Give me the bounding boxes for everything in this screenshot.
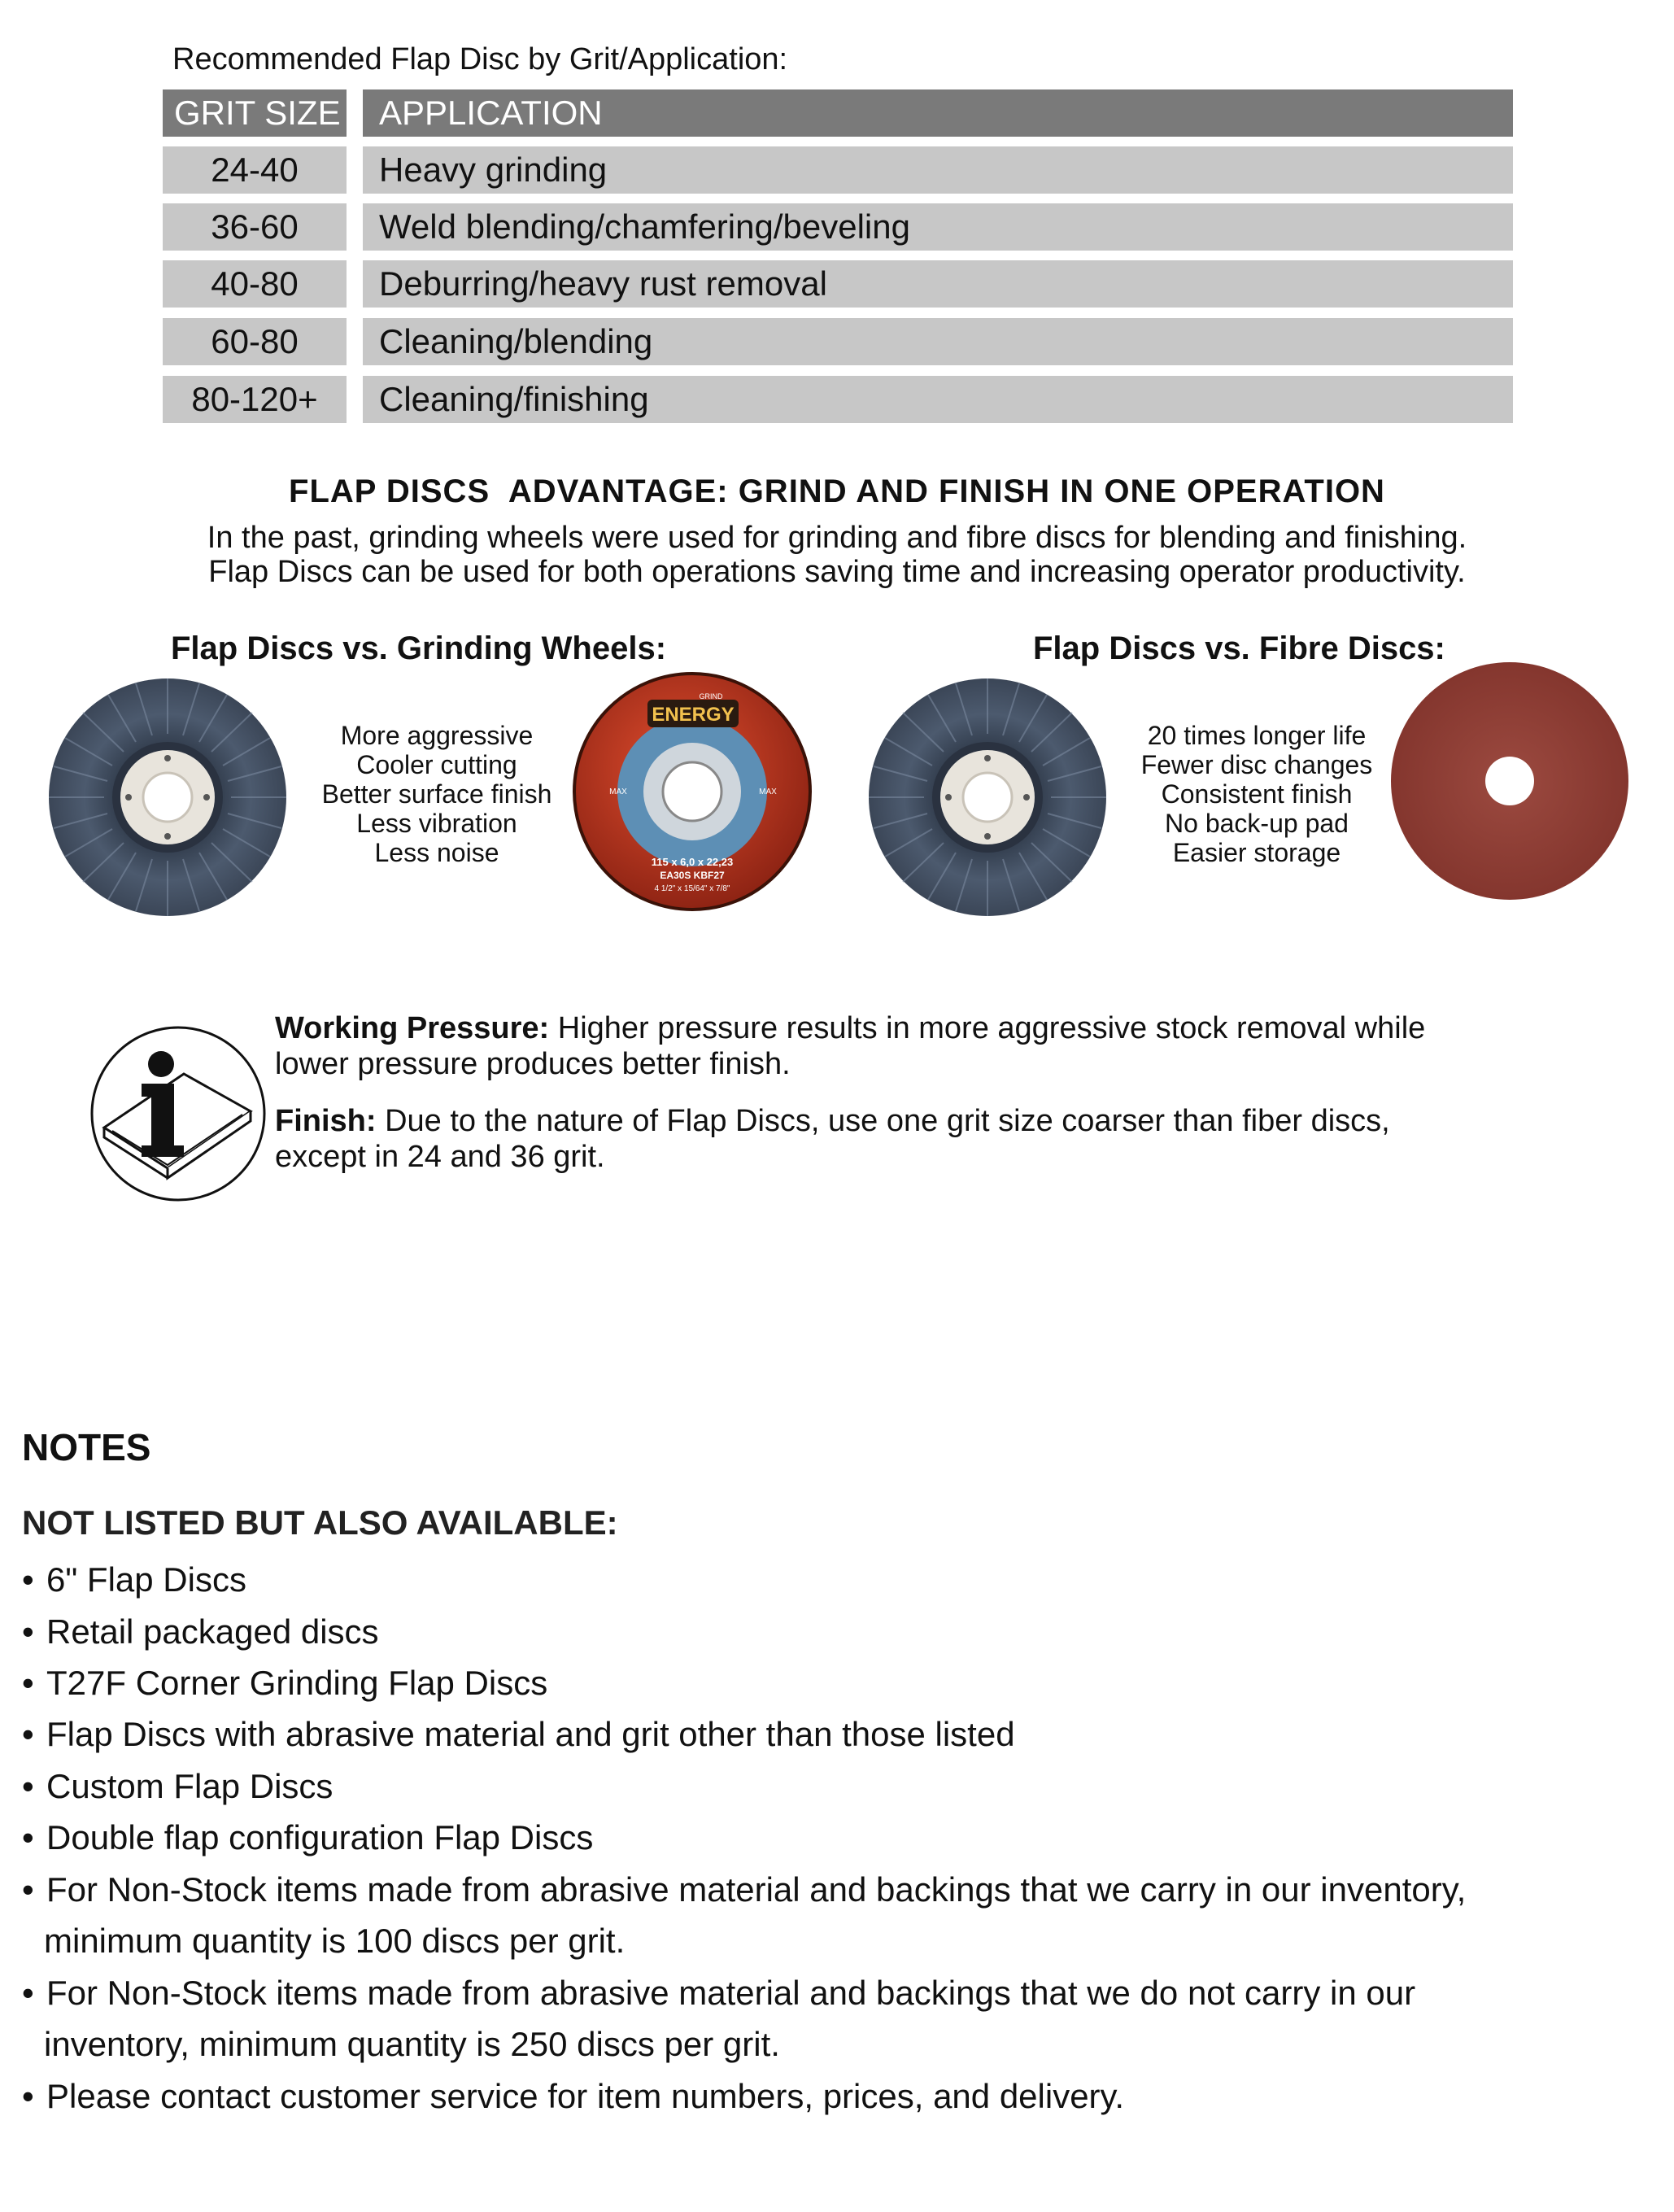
finish-label: Finish: [275,1104,377,1138]
grinding-features [315,721,559,867]
list-item [22,1554,1641,1606]
list-item-text: T27F Corner Grinding Flap Discs [46,1664,548,1702]
feature-item: Cooler cutting [356,750,517,779]
feature-item: 20 times longer life [1147,721,1367,750]
application-cell: Cleaning/blending [363,318,1513,365]
bullet: • [22,1974,34,2012]
list-item-text: Retail packaged discs [46,1612,379,1651]
wheel-max-left: MAX [609,788,627,796]
list-item-text: For Non-Stock items made from abrasive material and backings that we do not carry in our [46,1974,1416,2012]
feature-item: Fewer disc changes [1140,750,1373,779]
fibre-disc-image [1389,661,1630,901]
application-cell: Cleaning/finishing [363,376,1513,423]
advantage-line: In the past, grinding wheels were used for grinding and fibre discs for blending and finishing. [207,521,1467,555]
bullet: • [22,1818,34,1856]
application-cell: Deburring/heavy rust removal [363,260,1513,308]
list-item [22,1760,1641,1813]
wheel-brand: ENERGY [652,704,735,726]
working-pressure-label: Working Pressure: [275,1011,550,1045]
list-item-text: Custom Flap Discs [46,1767,333,1805]
list-item [22,1864,1641,1916]
list-item [22,2070,1641,2123]
info-book-icon [88,1023,268,1204]
wheel-spec: 115 x 6,0 x 22,23 [651,856,734,868]
flap-disc-image [47,677,288,918]
table-caption: Recommended Flap Disc by Grit/Application: [172,42,788,76]
grit-cell: 36-60 [163,203,347,251]
list-item [22,1657,1641,1709]
application-header: APPLICATION [363,89,1513,137]
notes-title: NOTES [22,1426,151,1468]
grit-cell: 60-80 [163,318,347,365]
wheel-spec: 4 1/2" x 15/64" x 7/8" [654,884,730,893]
finish-text: Due to the nature of Flap Discs, use one grit size coarser than fiber discs, [376,1104,1390,1138]
list-item-text: For Non-Stock items made from abrasive material and backings that we carry in our inventory, [46,1870,1467,1909]
working-pressure-note [275,1010,1544,1082]
list-item-text: Double flap configuration Flap Discs [46,1818,594,1856]
finish-note [275,1103,1544,1175]
working-pressure-text: Higher pressure results in more aggressive stock removal while [549,1011,1426,1045]
advantage-title: FLAP DISCS ADVANTAGE: GRIND AND FINISH IN ONE OPERATION [289,473,1385,509]
feature-item: Less vibration [356,809,517,838]
application-cell: Weld blending/chamfering/beveling [363,203,1513,251]
application-cell: Heavy grinding [363,146,1513,194]
list-item [22,1606,1641,1658]
feature-item: No back-up pad [1165,809,1349,838]
fibre-comparison-title: Flap Discs vs. Fibre Discs: [1033,630,1445,666]
grit-size-header: GRIT SIZE [163,89,347,137]
bullet: • [22,1560,34,1599]
grit-cell: 24-40 [163,146,347,194]
grit-cell: 40-80 [163,260,347,308]
list-item-continuation: minimum quantity is 100 discs per grit. [44,1922,626,1960]
feature-item: Consistent finish [1161,779,1353,809]
fibre-features [1131,721,1383,867]
feature-item: More aggressive [340,721,534,750]
notes-subtitle: NOT LISTED BUT ALSO AVAILABLE: [22,1503,618,1542]
feature-item: Less noise [374,838,499,867]
grinding-wheel-image [573,672,812,911]
feature-item: Better surface finish [321,779,552,809]
bullet: • [22,1664,34,1702]
advantage-text [0,521,1674,589]
list-item [22,1708,1641,1760]
bullet: • [22,1870,34,1909]
bullet: • [22,1612,34,1651]
grit-cell: 80-120+ [163,376,347,423]
bullet: • [22,1767,34,1805]
working-pressure-text: lower pressure produces better finish. [275,1047,791,1081]
list-item-text: 6" Flap Discs [46,1560,246,1599]
wheel-brand-small: GRIND [699,692,723,700]
finish-text: except in 24 and 36 grit. [275,1140,605,1174]
grinding-comparison-title: Flap Discs vs. Grinding Wheels: [171,630,667,666]
wheel-max-right: MAX [759,788,777,796]
bullet: • [22,2077,34,2115]
flap-disc-image [867,677,1108,918]
list-item-text: Please contact customer service for item numbers, prices, and delivery. [46,2077,1125,2115]
feature-item: Easier storage [1172,838,1341,867]
list-item [22,1812,1641,1864]
list-item-text: Flap Discs with abrasive material and grit other than those listed [46,1715,1015,1753]
wheel-spec: EA30S KBF27 [660,870,725,881]
list-item-continuation: inventory, minimum quantity is 250 discs per grit. [44,2025,780,2063]
advantage-line: Flap Discs can be used for both operations saving time and increasing operator productivity. [208,555,1466,589]
bullet: • [22,1715,34,1753]
list-item [22,1967,1641,2019]
